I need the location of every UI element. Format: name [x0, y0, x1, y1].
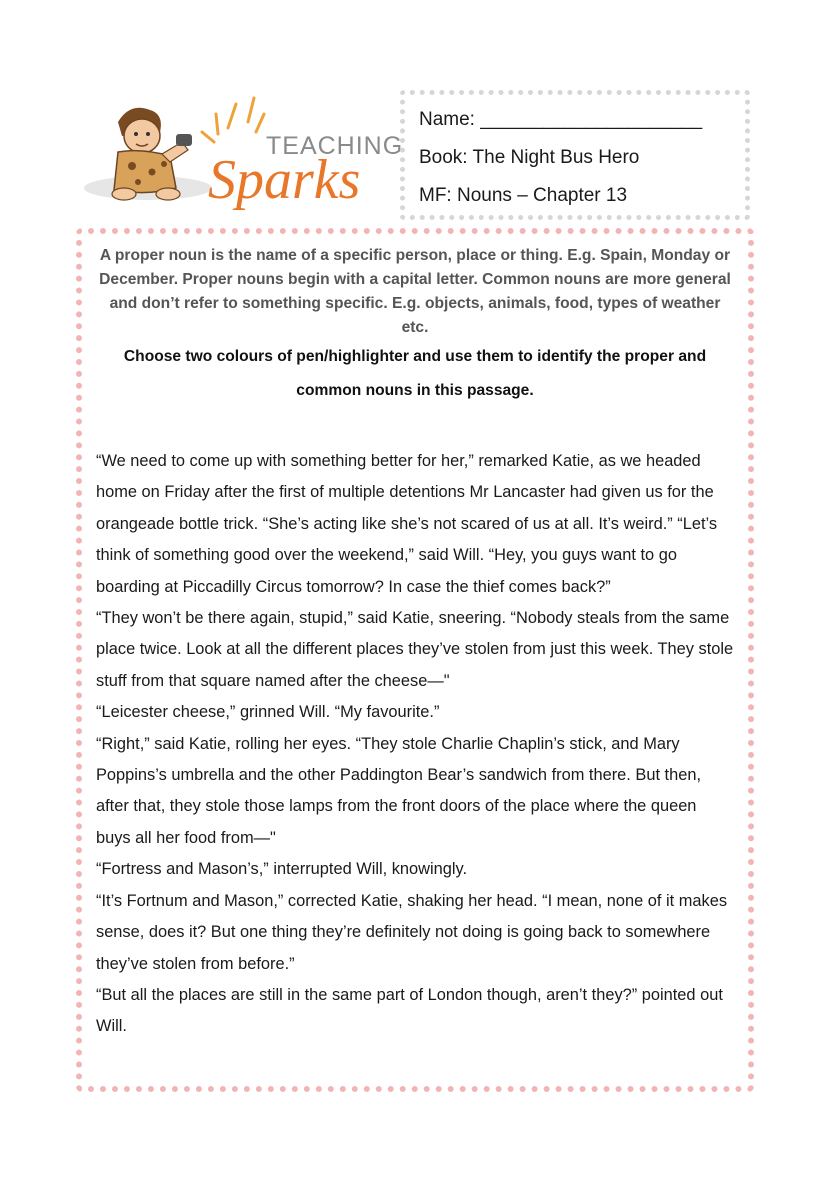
name-line: Name: _____________________	[419, 109, 703, 130]
svg-text:Sparks: Sparks	[208, 149, 361, 211]
passage-paragraph: “It’s Fortnum and Mason,” corrected Katie, shaking her head. “I mean, none of it makes sense, does it? But one thing they’re definitely not doing is going back to somewhere they’ve stolen from before.”	[96, 891, 728, 973]
passage-paragraph: “Leicester cheese,” grinned Will. “My favourite.”	[96, 703, 440, 722]
teaching-sparks-logo	[78, 92, 404, 218]
proper-noun-definition: A proper noun is the name of a specific person, place or thing. E.g. Spain, Monday or December. Proper nouns begin with a capital letter. Common nouns are more general and don’t refer to something specific. E.g. objects, animals, food, types of weather etc.	[99, 247, 731, 336]
passage-paragraph: “But all the places are still in the same part of London though, aren’t they?” pointed out Will.	[96, 985, 723, 1036]
passage-paragraph: “Fortress and Mason’s,” interrupted Will, knowingly.	[96, 860, 468, 879]
passage-paragraph: “Right,” said Katie, rolling her eyes. “They stole Charlie Chaplin’s stick, and Mary Poppins’s umbrella and the other Paddington Bear’s sandwich from there. But then, after that, they stole those lamps from the front doors of the place where the queen buys all her food from—"	[96, 734, 702, 847]
passage-paragraph: “We need to come up with something better for her,” remarked Katie, as we headed home on Friday after the first of multiple detentions Mr Lancaster had given us for the orangeade bottle trick. “She’s acting like she’s not scared of us at all. It’s weird.” “Let’s think of something good over the weekend,” said Will. “Hey, you guys want to go boarding at Piccadilly Circus tomorrow? In case the thief comes back?”	[96, 452, 718, 596]
caveman-logo-icon	[78, 92, 404, 218]
task-instruction: Choose two colours of pen/highlighter and use them to identify the proper and common nouns in this passage.	[123, 348, 707, 399]
topic-label: MF: Nouns – Chapter 13	[419, 185, 628, 206]
svg-text:TEACHING: TEACHING	[266, 132, 404, 160]
story-passage	[96, 446, 734, 1043]
student-info-box	[400, 90, 750, 220]
worksheet-box	[76, 228, 754, 1092]
passage-paragraph: “They won’t be there again, stupid,” said Katie, sneering. “Nobody steals from the same place twice. Look at all the different places they’ve stolen from just this week. They stole stuff from that square named after the cheese—"	[96, 609, 734, 690]
book-title: Book: The Night Bus Hero	[419, 147, 640, 168]
